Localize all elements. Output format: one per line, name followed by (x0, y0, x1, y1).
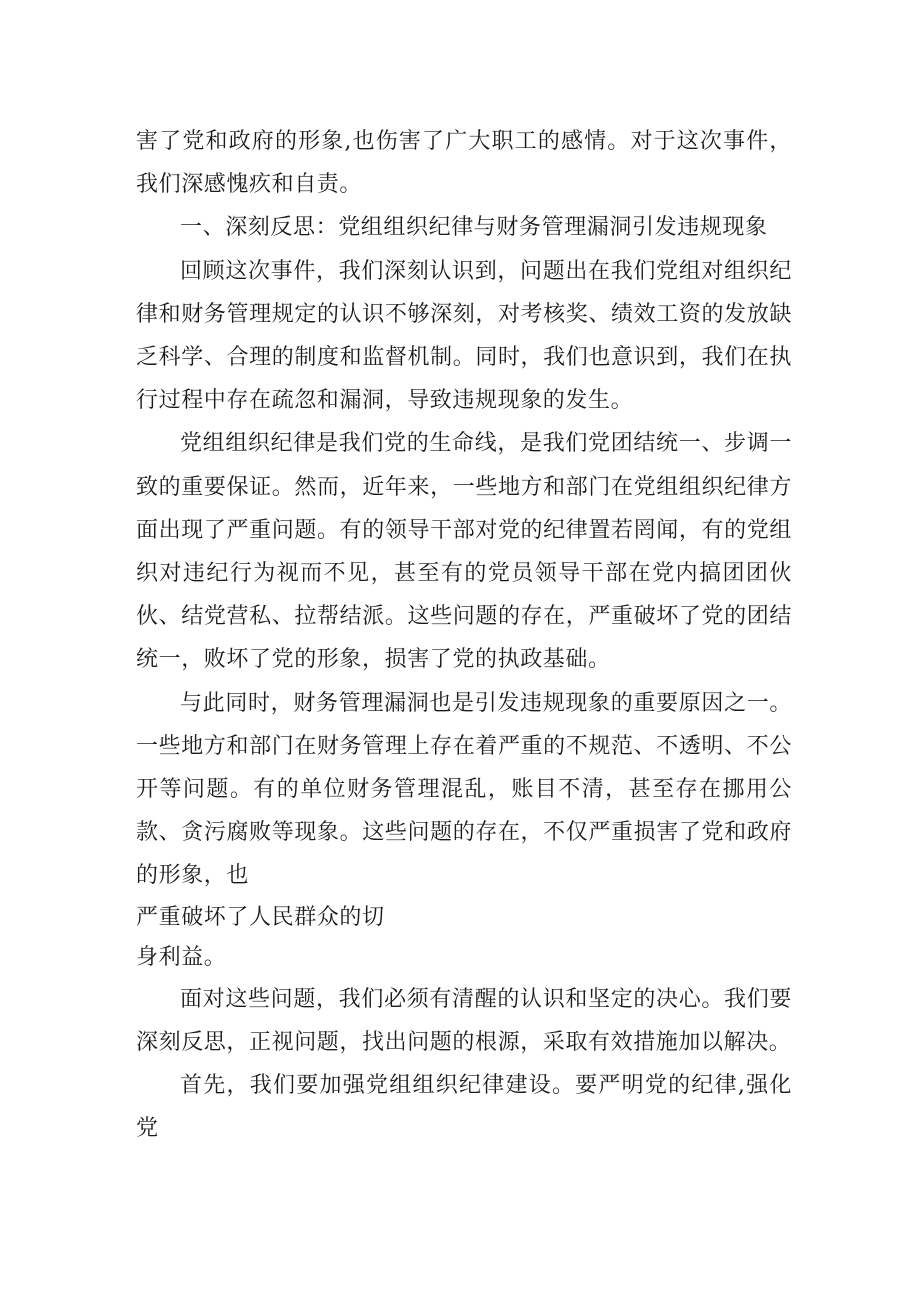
paragraph-review: 回顾这次事件，我们深刻认识到，问题出在我们党组对组织纪律和财务管理规定的认识不够深刻，对考核奖、绩效工资的发放缺乏科学、合理的制度和监督机制。同时，我们也意识到，我们在执行过程中存在疏忽和漏洞，导致违规现象的发生。 (136, 258, 792, 414)
paragraph-finance-end: 身利益。 (136, 944, 227, 970)
section-heading: 一、深刻反思：党组组织纪律与财务管理漏洞引发违规现象 (180, 215, 768, 241)
paragraph-first-measure: 首先，我们要加强党组组织纪律建设。要严明党的纪律,强化党 (136, 1073, 792, 1142)
paragraph-continuation: 害了党和政府的形象,也伤害了广大职工的感情。对于这次事件，我们深感愧疚和自责。 (136, 129, 792, 198)
paragraph-resolve: 面对这些问题，我们必须有清醒的认识和坚定的决心。我们要深刻反思，正视问题，找出问题的根源，采取有效措施加以解决。 (136, 986, 792, 1055)
body-text (136, 120, 792, 1150)
paragraph-finance-line-break: 严重破坏了人民群众的切 (136, 904, 385, 930)
paragraph-finance: 与此同时，财务管理漏洞也是引发违规现象的重要原因之一。一些地方和部门在财务管理上存在着严重的不规范、不透明、不公开等问题。有的单位财务管理混乱，账目不清，甚至存在挪用公款、贪污腐败等现象。这些问题的存在，不仅严重损害了党和政府的形象，也 (136, 690, 792, 889)
paragraph-discipline: 党组组织纪律是我们党的生命线，是我们党团结统一、步调一致的重要保证。然而，近年来，一些地方和部门在党组组织纪律方面出现了严重问题。有的领导干部对党的纪律置若罔闻，有的党组织对违纪行为视而不见，甚至有的党员领导干部在党内搞团团伙伙、结党营私、拉帮结派。这些问题的存在，严重破坏了党的团结统一，败坏了党的形象，损害了党的执政基础。 (136, 431, 792, 673)
